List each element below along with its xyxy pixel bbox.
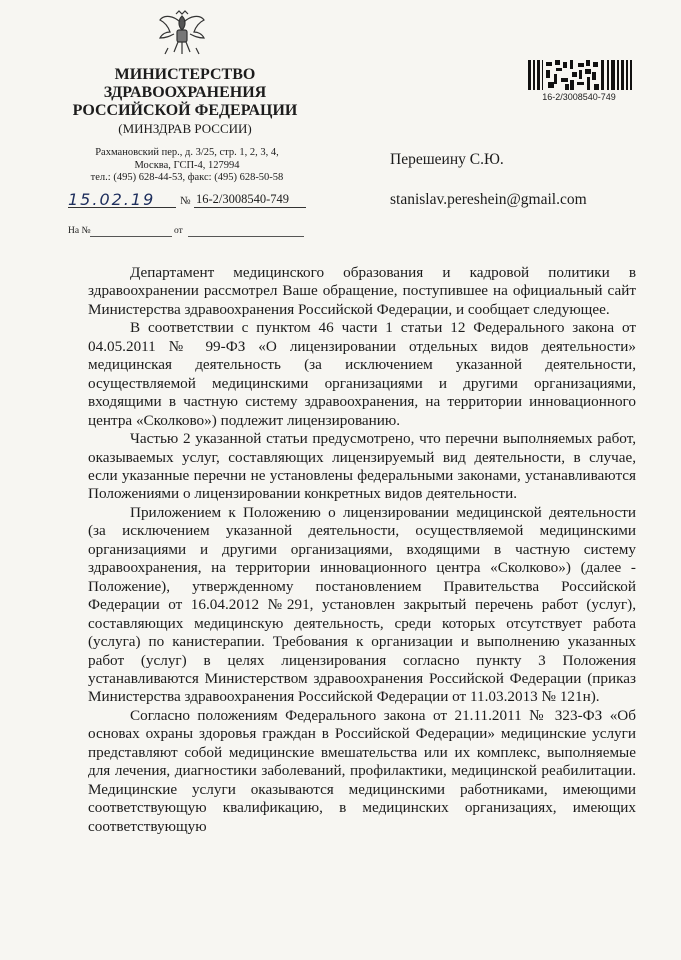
paragraph-5: Согласно положениям Федерального закона от 21.11.2011 № 323-ФЗ «Об основах охраны здоровья граждан в Российской Федерации» медицинские услуги представляют собой медицинские вмешательства или их комплекс, выполняемые для лечения, диагностики заболеваний, профилактики, медицинской реабилитации. Медицинские услуги оказываются медицинскими работниками, имеющими соответствующую квалификацию, в медицинских организациях, имеющих соответствующую [88,706,636,835]
reg-number-underline [194,207,306,208]
ministry-name-line-1: МИНИСТЕРСТВО [114,66,256,83]
in-reply-to-number-blank [90,236,172,237]
in-reply-to-label: На № [68,226,91,236]
reg-number-label: № [180,195,191,207]
paragraph-1: Департамент медицинского образования и кадровой политики в здравоохранении рассмотрел Ваше обращение, поступившее на официальный сайт Министерства здравоохранения Российской Федерации, и сообщает следующее. [88,264,636,318]
ministry-heading [60,66,310,137]
address-line-1: Рахмановский пер., д. 3/25, стр. 1, 2, 3, 4, [95,147,279,158]
barcode-image [528,60,632,90]
ministry-address [72,147,302,185]
ministry-short-name: (МИНЗДРАВ РОССИИ) [118,121,252,136]
registration-line [68,190,308,212]
recipient-email: stanislav.pereshein@gmail.com [390,191,587,208]
reg-number: 16-2/3008540-749 [196,192,290,206]
address-line-3: тел.: (495) 628-44-53, факс: (495) 628-50-58 [90,172,284,183]
paragraph-2: В соответствии с пунктом 46 части 1 статьи 12 Федерального закона от 04.05.2011 № 99-ФЗ «О лицензировании отдельных видов деятельности» медицинская деятельность (за исключением указанной деятельности, осуществляемой медицинскими организациями и другими организациями, входящими в частную систему здравоохранения, на территории инновационного центра «Сколково») подлежит лицензированию. [88,319,636,429]
ministry-name-line-2: ЗДРАВООХРАНЕНИЯ [103,84,267,101]
coat-of-arms-emblem [158,8,206,60]
recipient-name: Перешеину С.Ю. [390,151,504,168]
in-reply-to-of-label: от [174,226,183,236]
address-line-2: Москва, ГСП-4, 127994 [134,159,240,171]
barcode-number: 16-2/3008540-749 [542,92,616,102]
letter-body [88,264,636,836]
handwritten-reg-date: 15.02.19 [68,190,156,209]
date-underline [68,207,176,208]
ministry-name-line-3: РОССИЙСКОЙ ФЕДЕРАЦИИ [72,102,298,119]
in-reply-to-date-blank [188,236,304,237]
in-reply-to-line [68,226,308,236]
paragraph-3: Частью 2 указанной статьи предусмотрено, что перечни выполняемых работ, оказываемых услуг, составляющих лицензируемый вид деятельности, в случае, если указанные перечни не установлены федеральными законами, устанавливаются Положениями о лицензировании конкретных видов деятельности. [88,430,636,503]
paragraph-4: Приложением к Положению о лицензировании медицинской деятельности (за исключением указанной деятельности, осуществляемой медицинскими организациями и другими организациями, входящими в частную систему здравоохранения, на территории инновационного центра «Сколково») (далее - Положение), утвержденному постановлением Правительства Российской Федерации от 16.04.2012 №291, установлен закрытый перечень работ (услуг), составляющих медицинскую деятельность, среди которых отсутствует работа (услуга) по канистерапии. Требования к организации и выполнению указанных работ (услуг) в целях лицензирования согласно пункту 3 Положения устанавливаются Министерством здравоохранения Российской Федерации (приказ Министерства здравоохранения Российской Федерации от 11.03.2013 № 121н). [88,503,636,706]
